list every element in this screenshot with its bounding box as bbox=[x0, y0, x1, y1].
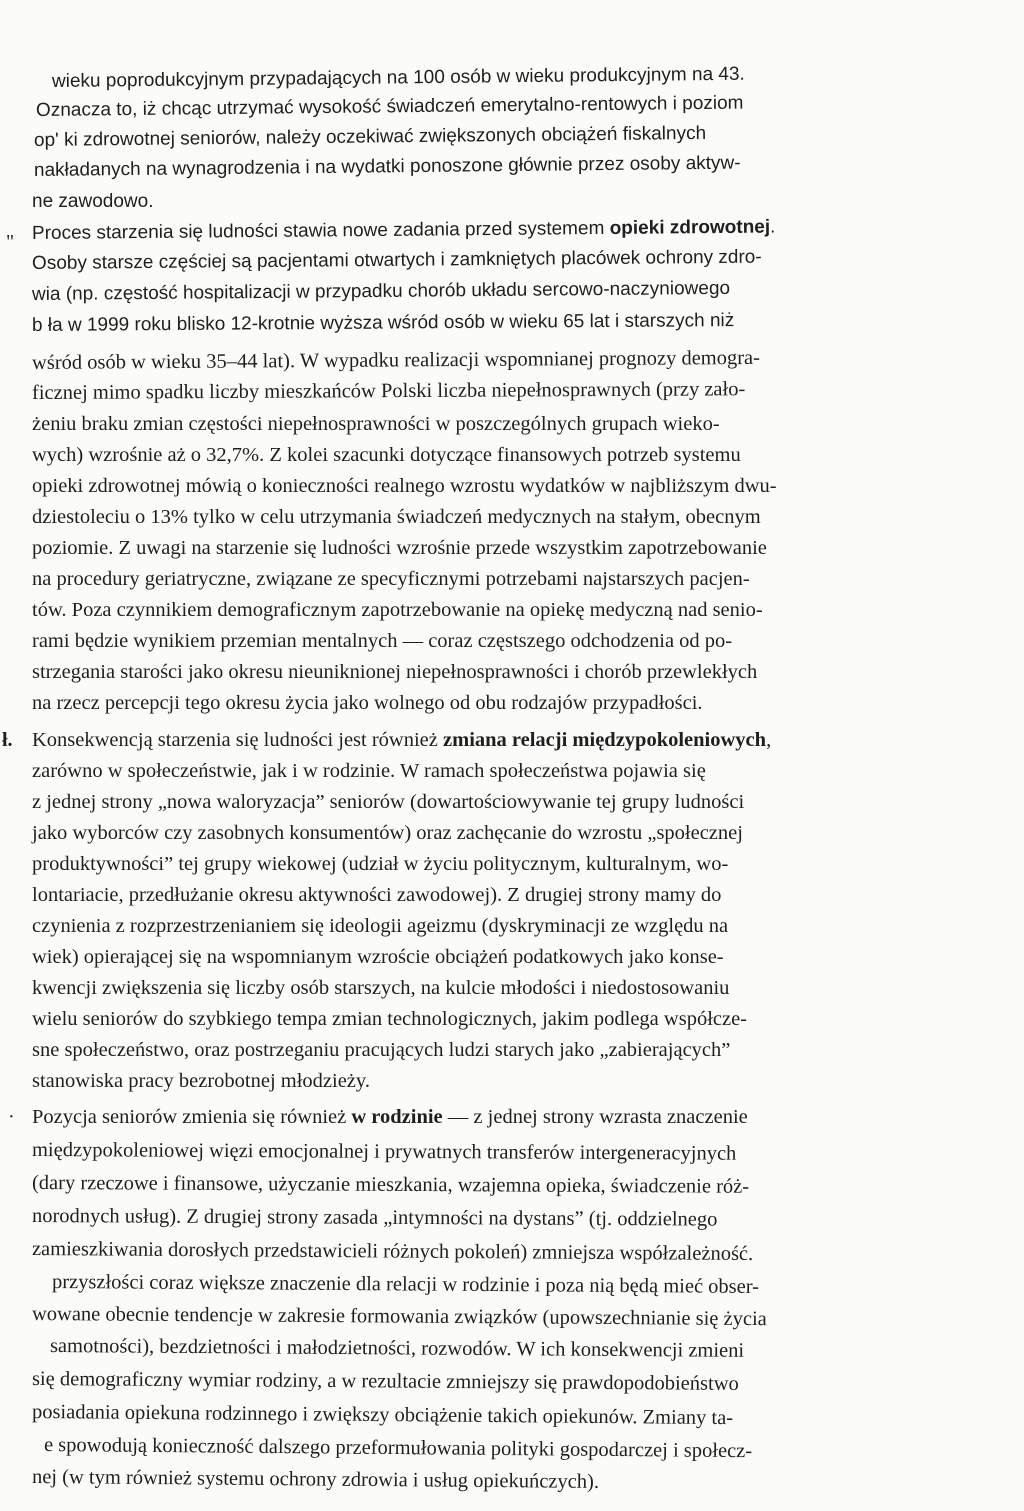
text-line: zarówno w społeczeństwie, jak i w rodzinie. W ramach społeczeństwa pojawia się bbox=[32, 760, 706, 782]
text-line: rami będzie wynikiem przemian mentalnych — coraz częstszego odchodzenia od po- bbox=[32, 630, 733, 652]
text-line: tów. Poza czynnikiem demograficznym zapotrzebowanie na opiekę medyczną nad senio- bbox=[32, 599, 763, 621]
text-line: ne zawodowo. bbox=[32, 191, 154, 212]
text-line: zamieszkiwania dorosłych przedstawicieli różnych pokoleń) zmniejsza współzależność. bbox=[31, 1238, 754, 1266]
text-line: (dary rzeczowe i finansowe, użyczanie mieszkania, wzajemna opieka, świadczenie róż- bbox=[31, 1172, 750, 1198]
text-line: wych) wzrośnie aż o 32,7%. Z kolei szacunki dotyczące finansowych potrzeb systemu bbox=[32, 444, 741, 466]
text-line: ficznej mimo spadku liczby mieszkańców Polski liczba niepełnosprawnych (przy zało- bbox=[31, 378, 746, 404]
text-run: — z jednej strony wzrasta znaczenie bbox=[442, 1106, 748, 1128]
text-run: Konsekwencją starzenia się ludności jest również bbox=[32, 729, 444, 751]
text-line bbox=[32, 1103, 748, 1131]
text-line: opieki zdrowotnej mówią o konieczności realnego wzrostu wydatków w najbliższym dwu- bbox=[32, 475, 777, 497]
text-line: produktywności” tej grupy wiekowej (udział w życiu politycznym, kulturalnym, wo- bbox=[32, 853, 729, 875]
text-run: . bbox=[770, 216, 776, 238]
margin-mark: " bbox=[6, 231, 15, 253]
text-line: czynienia z rozprzestrzenianiem się ideologii ageizmu (dyskryminacji ze względu na bbox=[32, 915, 729, 937]
text-line: przyszłości coraz większe znaczenie dla relacji w rodzinie i poza nią będą mieć obser- bbox=[51, 1271, 760, 1298]
text-line bbox=[32, 214, 776, 248]
text-line: na rzecz percepcji tego okresu życia jako wolnego od obu rodzajów przypadłości. bbox=[32, 692, 703, 714]
text-line: stanowiska pracy bezrobotnej młodzieży. bbox=[32, 1070, 370, 1092]
text-line: nakładanych na wynagrodzenia i na wydatki ponoszone głównie przez osoby aktyw- bbox=[33, 152, 741, 181]
text-line: norodnych usług). Z drugiej strony zasada „intymności na dystans” (tj. oddzielnego bbox=[31, 1205, 718, 1231]
text-line bbox=[32, 726, 771, 754]
text-run: Proces starzenia się ludności stawia nowe zadania przed systemem bbox=[31, 217, 610, 244]
text-line: kwencji zwiększenia się liczby osób starszych, na kulcie młodości i niedostosowaniu bbox=[32, 977, 730, 999]
text-line: sne społeczeństwo, oraz postrzeganiu pracujących ludzi starych jako „zabierających” bbox=[32, 1039, 731, 1061]
text-line: żeniu braku zmian częstości niepełnosprawności w poszczególnych grupach wieko- bbox=[32, 413, 720, 435]
text-line: b ła w 1999 roku blisko 12-krotnie wyższa wśród osób w wieku 65 lat i starszych niż bbox=[31, 310, 735, 336]
text-line: lontariacie, przedłużanie okresu aktywności zawodowej). Z drugiej strony mamy do bbox=[32, 884, 722, 906]
emphasis-w-rodzinie: w rodzinie bbox=[351, 1106, 443, 1128]
margin-mark: · bbox=[8, 1106, 15, 1128]
text-line: się demograficzny wymiar rodziny, a w rezultacie zmniejszy się prawdopodobieństwo bbox=[31, 1368, 739, 1395]
text-line: wieku poprodukcyjnym przypadających na 100 osób w wieku produkcyjnym na 43. bbox=[51, 63, 745, 92]
text-line: Oznacza to, iż chcąc utrzymać wysokość świadczeń emerytalno-rentowych i poziom bbox=[35, 92, 744, 121]
text-line: Osoby starsze częściej są pacjentami otwartych i zamkniętych placówek ochrony zdro- bbox=[31, 246, 762, 274]
text-run: Pozycja seniorów zmienia się również bbox=[32, 1106, 352, 1128]
text-line: wiek) opierającej się na wspomnianym wzroście obciążeń podatkowych jako konse- bbox=[32, 946, 724, 968]
text-line: z jednej strony „nowa waloryzacja” seniorów (dowartościowywanie tej grupy ludności bbox=[32, 791, 745, 813]
text-line: wowane obecnie tendencje w zakresie formowania związków (upowszechnianie się życia bbox=[31, 1303, 767, 1331]
text-line: poziomie. Z uwagi na starzenie się ludności wzrośnie przede wszystkim zapotrzebowanie bbox=[32, 537, 767, 559]
text-line: strzegania starości jako okresu nieuniknionej niepełnosprawności i chorób przewlekłych bbox=[32, 661, 758, 683]
text-line: samotności), bezdzietności i małodzietności, rozwodów. W ich konsekwencji zmieni bbox=[49, 1335, 745, 1362]
text-line: op' ki zdrowotnej seniorów, należy oczekiwać zwiększonych obciążeń fiskalnych bbox=[33, 122, 707, 151]
text-line: międzypokoleniowej więzi emocjonalnej i prywatnych transferów intergeneracyjnych bbox=[31, 1139, 737, 1165]
text-line: wia (np. częstość hospitalizacji w przypadku chorób układu sercowo-naczyniowego bbox=[31, 277, 731, 305]
emphasis-opieki-zdrowotnej: opieki zdrowotnej bbox=[609, 216, 771, 239]
text-line: dziestoleciu o 13% tylko w celu utrzymania świadczeń medycznych na stałym, obecnym bbox=[32, 506, 761, 528]
text-run: , bbox=[766, 729, 772, 751]
margin-mark: ł. bbox=[2, 729, 13, 751]
text-line: jako wyborców czy zasobnych konsumentów) oraz zachęcanie do wzrostu „społecznej bbox=[32, 822, 743, 844]
text-line: e spowodują konieczność dalszego przeformułowania polityki gospodarczej i społecz- bbox=[43, 1434, 753, 1463]
text-line: posiadania opiekuna rodzinnego i zwiększy obciążenie takich opiekunów. Zmiany ta- bbox=[31, 1401, 734, 1430]
text-line: wielu seniorów do szybkiego tempa zmian technologicznych, jakim podlega współcze- bbox=[32, 1008, 748, 1030]
emphasis-zmiana-relacji: zmiana relacji międzypokoleniowych bbox=[443, 729, 767, 751]
text-line: nej (w tym również systemu ochrony zdrowia i usług opiekuńczych). bbox=[31, 1466, 600, 1493]
text-line: wśród osób w wieku 35–44 lat). W wypadku realizacji wspomnianej prognozy demogra- bbox=[31, 346, 761, 374]
text-line: na procedury geriatryczne, związane ze specyficznymi potrzebami najstarszych pacjen- bbox=[32, 568, 750, 590]
